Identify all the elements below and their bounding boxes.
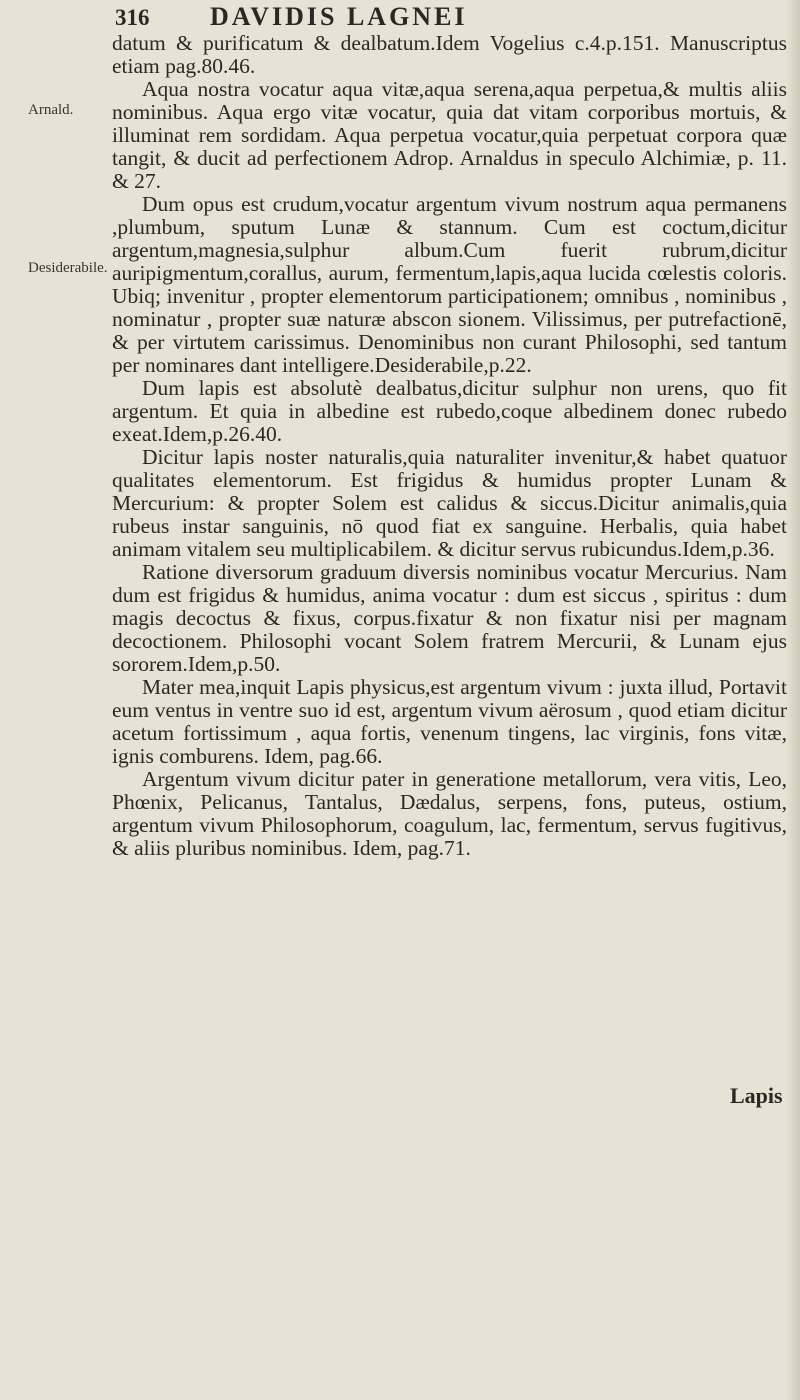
page-header — [115, 2, 765, 34]
paragraph: Dicitur lapis noster naturalis,quia naturaliter invenitur,& habet quatuor qualitates elementorum. Est frigidus & humidus propter Lunam & Mercurium: & propter Solem est calidus & siccus.Dicitur animalis,quia rubeus instar sanguinis, nō quod fiat ex sanguine. Herbalis, quia habet animam vitalem seu multiplicabilem. & dicitur servus rubicundus.Idem,p.36. — [112, 445, 787, 561]
margin-note-arnald: Arnald. — [28, 102, 74, 118]
paragraph: Argentum vivum dicitur pater in generatione metallorum, vera vitis, Leo, Phœnix, Pelicanus, Tantalus, Dædalus, serpens, fons, puteus, ostium, argentum vivum Philosophorum, coagulum, lac, fermentum, servus fugitivus, & aliis pluribus nominibus. Idem, pag.71. — [112, 767, 787, 860]
running-head: DAVIDIS LAGNEI — [210, 2, 468, 31]
paragraph: Mater mea,inquit Lapis physicus,est argentum vivum : juxta illud, Portavit eum ventus in ventre suo id est, argentum vivum aërosum , quod etiam dicitur acetum fortissimum , aqua fortis, venenum tingens, lac virginis, fons vitæ, ignis comburens. Idem, pag.66. — [112, 675, 787, 768]
paragraph: Dum opus est crudum,vocatur argentum vivum nostrum aqua permanens ,plumbum, sputum Lunæ & stannum. Cum est coctum,dicitur argentum,magnesia,sulphur album.Cum fuerit rubrum,dicitur auripigmentum,corallus, aurum, fermentum,lapis,aqua lucida cœlestis coloris. Ubiq; invenitur , propter elementorum participationem; omnibus , nominibus , nominatur , propter suæ naturæ abscon sionem. Vilissimus, per putrefactionē, & per virtutem carissimus. Denominibus non curant Philosophi, sed tantum per nominares dant intelligere.Desiderabile,p.22. — [112, 192, 787, 377]
page-number: 316 — [115, 5, 150, 30]
paragraph: Aqua nostra vocatur aqua vitæ,aqua serena,aqua perpetua,& multis aliis nominibus. Aqua ergo vitæ vocatur, quia dat vitam corporibus mortuis, & illuminat rem sordidam. Aqua perpetua vocatur,quia perpetuat corpora quæ tangit, & ducit ad perfectionem Adrop. Arnaldus in speculo Alchimiæ, p. 11. & 27. — [112, 77, 787, 193]
body-text — [112, 32, 787, 860]
paragraph: Ratione diversorum graduum diversis nominibus vocatur Mercurius. Nam dum est frigidus & humidus, anima vocatur : dum est siccus , spiritus : dum magis decoctus & fixus, corpus.fixatur & non fixatur nisi per magnam decoctionem. Philosophi vocant Solem fratrem Mercurii, & Lunam ejus sororem.Idem,p.50. — [112, 560, 787, 676]
catchword: Lapis — [730, 1083, 783, 1108]
paragraph: datum & purificatum & dealbatum.Idem Vogelius c.4.p.151. Manuscriptus etiam pag.80.46. — [112, 31, 787, 78]
margin-note-desiderabile: Desiderabile. — [28, 260, 108, 276]
page-edge-shadow — [786, 0, 800, 1400]
paragraph: Dum lapis est absolutè dealbatus,dicitur sulphur non urens, quo fit argentum. Et quia in albedine est rubedo,coque albedinem donec rubedo exeat.Idem,p.26.40. — [112, 376, 787, 446]
